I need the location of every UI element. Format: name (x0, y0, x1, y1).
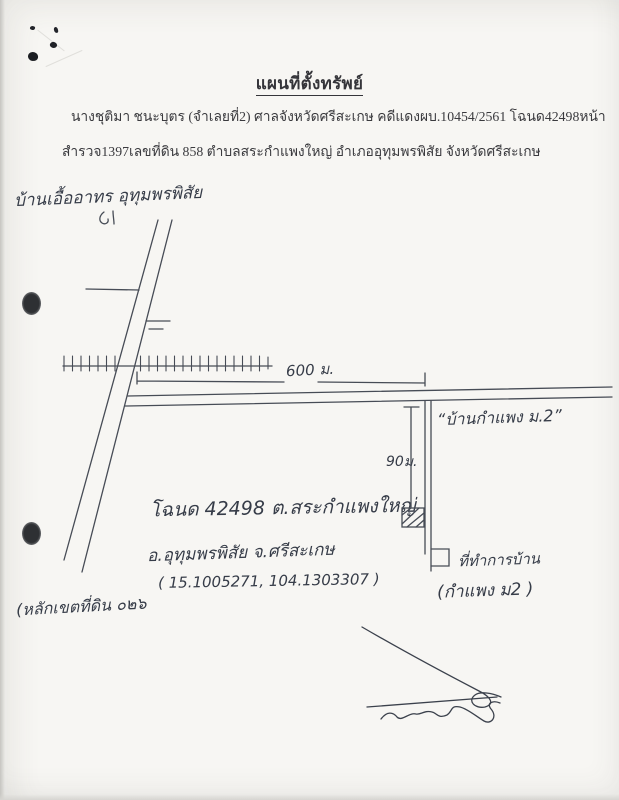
railway-ticks (64, 356, 268, 371)
label-road-name: บ้านเอื้ออาทร อุทุมพรพิสัย (13, 182, 203, 212)
case-info-line-1: นางชุติมา ชนะบุตร (จำเลยที่2) ศาลจังหวัดศรีสะเกษ คดีแดงผบ.10454/2561 โฉนด42498หน้า (71, 109, 606, 124)
main-road-line (125, 397, 612, 406)
diagonal-road-line (64, 220, 158, 560)
label-distance-90m: 90ม. (386, 454, 418, 470)
side-road-mark (146, 321, 170, 329)
page-title: แผนที่ตั้งทรัพย์ (0, 70, 619, 97)
measure-line-600m (137, 372, 425, 386)
hatched-parcel (402, 508, 424, 527)
signature (362, 627, 501, 722)
label-village-name: “บ้านกำแพง ม.2” (436, 405, 563, 430)
case-info-line-2: สำรวจ1397เลขที่ดิน 858 ตำบลสระกำแพงใหญ่ อำเภออุทุมพรพิสัย จังหวัดศรีสะเกษ (62, 144, 541, 159)
label-deed-number: โฉนด 42498 ต.สระกำแพงใหญ่ (149, 494, 416, 522)
label-village-office-detail: (กำแพง ม2 ) (436, 579, 534, 603)
label-distance-600m: 600 ม. (285, 359, 335, 381)
label-bottom-left-note: (หลักเขตที่ดิน ๐๒๖ (15, 593, 147, 620)
office-square (431, 549, 449, 566)
measure-line-90m (404, 407, 419, 507)
main-road-line (128, 387, 612, 396)
pen-mark (100, 211, 114, 224)
label-district-province: อ.อุทุมพรพิสัย จ.ศรีสะเกษ (146, 539, 335, 567)
label-village-office: ที่ทำการบ้าน (457, 549, 541, 571)
side-road-line (86, 289, 139, 290)
label-gps-coordinates: ( 15.1005271, 104.1303307 ) (157, 570, 380, 592)
